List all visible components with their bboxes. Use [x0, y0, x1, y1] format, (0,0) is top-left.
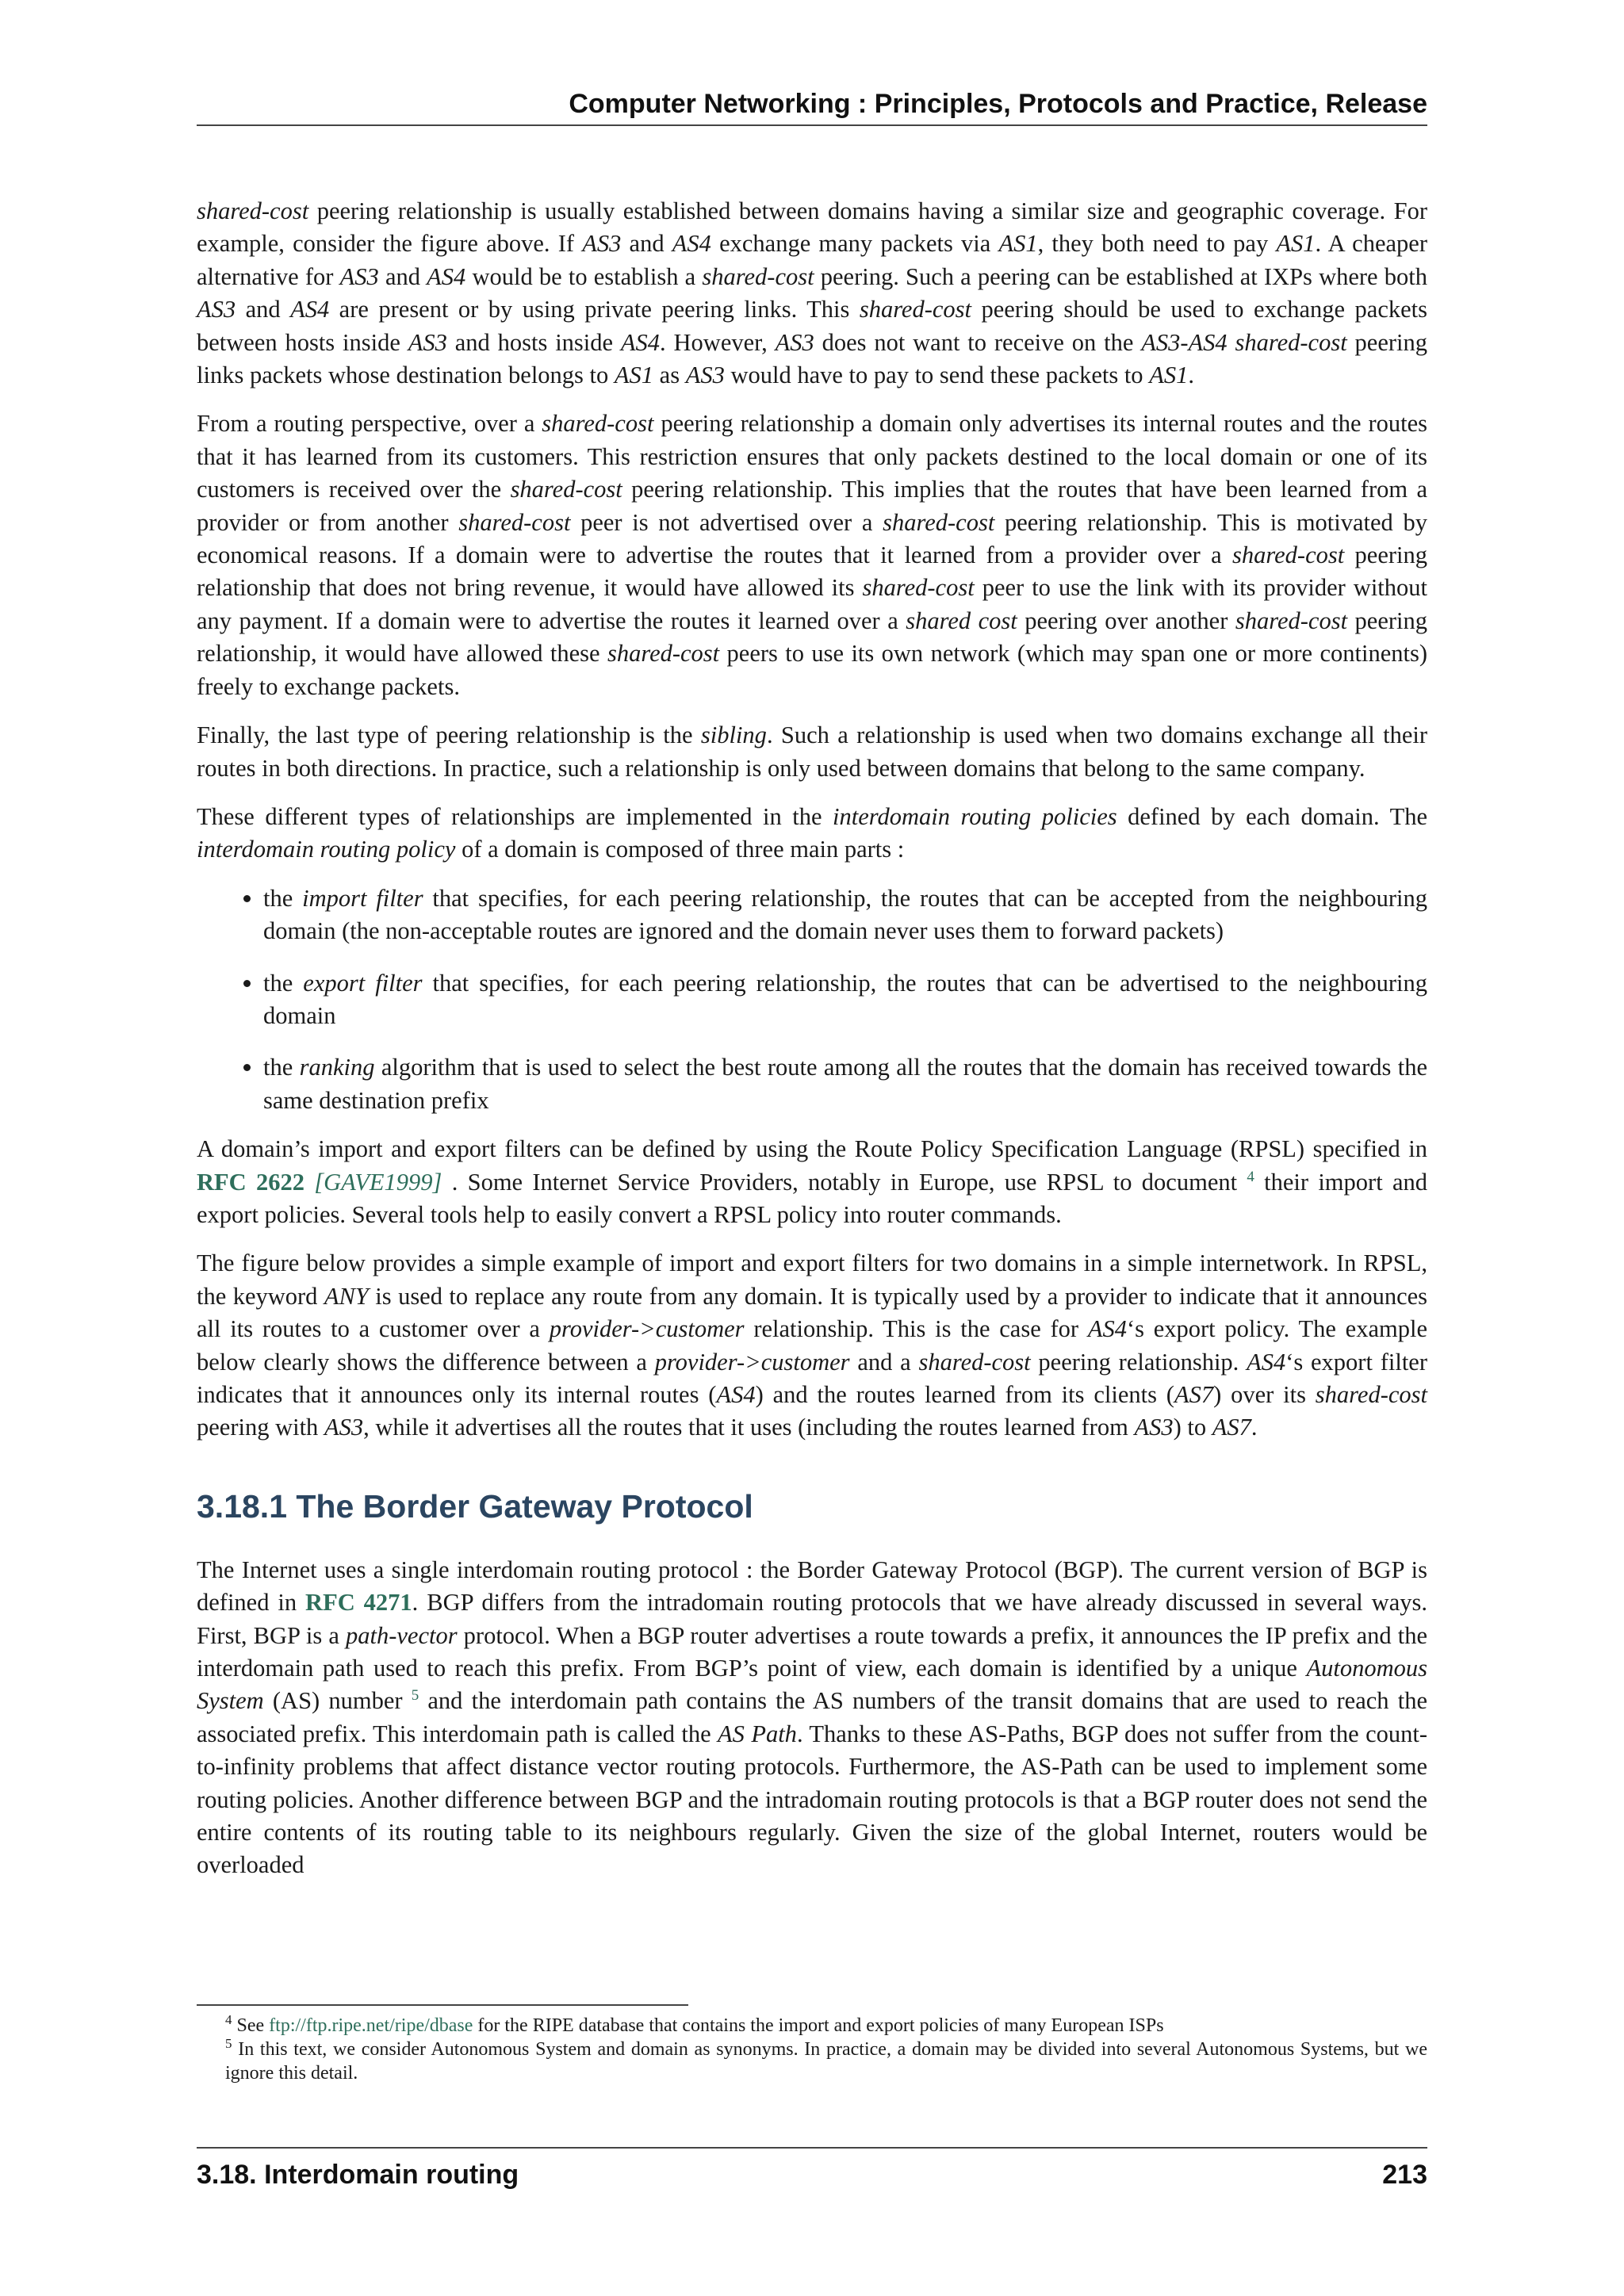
list-item-ranking: • the ranking algorithm that is used to select the best route among all the routes that the domain has received towards the same destination prefix	[263, 1051, 1427, 1117]
book-title: Computer Networking : Principles, Protocols and Practice, Release	[569, 89, 1427, 119]
running-footer	[197, 2147, 1427, 2191]
footnote-ref-4[interactable]: 4	[1247, 1168, 1254, 1185]
list-item-import-filter: • the import filter that specifies, for each peering relationship, the routes that can be accepted from the neighbouring domain (the non-acceptable routes are ignored and the domain never uses them to forward packets)	[263, 882, 1427, 948]
paragraph-routing-policies: These different types of relationships are implemented in the interdomain routing policies defined by each domain. The interdomain routing policy of a domain is composed of three main parts :	[197, 802, 1427, 863]
paragraph-shared-cost-intro: shared-cost peering relationship is usually established between domains having a similar size and geographic coverage. For example, consider the figure above. If AS3 and AS4 exchange many packets via AS1, they both need to pay AS1. A cheaper alternative for AS3 and AS4 would be to establish a shared-cost peering. Such a peering can be established at IXPs where both AS3 and AS4 are present or by using private peering links. This shared-cost peering should be used to exchange packets between hosts inside AS3 and hosts inside AS4. However, AS3 does not want to receive on the AS3-AS4 shared-cost peering links packets whose destination belongs to AS1 as AS3 would have to pay to send these packets to AS1.	[197, 197, 1428, 389]
list-item-export-filter: • the export filter that specifies, for each peering relationship, the routes that can be advertised to the neighbouring domain	[263, 967, 1427, 1033]
page-number: 213	[1382, 2160, 1427, 2190]
running-header	[197, 89, 1427, 126]
footer-section-title: 3.18. Interdomain routing	[197, 2160, 519, 2190]
paragraph-rpsl-example: The figure below provides a simple example of import and export filters for two domains in a simple internetwork. In RPSL, the keyword ANY is used to replace any route from any domain. It is typically used by a provider to indicate that it announces all its routes to a customer over a provider->customer relationship. This is the case for AS4‘s export policy. The example below clearly shows the difference between a provider->customer and a shared-cost peering relationship. AS4‘s export filter indicates that it announces only its internal routes (AS4) and the routes learned from its clients (AS7) over its shared-cost peering with AS3, while it advertises all the routes that it uses (including the routes learned from AS3) to AS7.	[197, 1249, 1428, 1441]
section-heading-bgp: 3.18.1 The Border Gateway Protocol	[197, 1487, 753, 1525]
footnote-4: $^4$ See ftp://ftp.ripe.net/ripe/dbase for the RIPE database that contains the import and export policies of many European ISPs	[225, 2012, 1164, 2036]
rfc-4271-link[interactable]: RFC 4271	[305, 1589, 412, 1617]
ripe-dbase-link[interactable]: ftp://ftp.ripe.net/ripe/dbase	[269, 2015, 473, 2036]
citation-gave1999-link[interactable]: [GAVE1999]	[314, 1168, 442, 1196]
footnote-divider	[197, 2004, 688, 2006]
footnotes	[197, 2014, 1427, 2085]
page-body	[197, 195, 1427, 1898]
policy-parts-list	[197, 882, 1427, 1117]
footnote-5: $^5$ In this text, we consider Autonomous System and domain as synonyms. In practice, a domain may be divided into several Autonomous Systems, but we ignore this detail.	[225, 2036, 1427, 2084]
paragraph-routing-perspective: From a routing perspective, over a shared-cost peering relationship a domain only advertises its internal routes and the routes that it has learned from its customers. This restriction ensures that only packets destined to the local domain or one of its customers is received over the shared-cost peering relationship. This implies that the routes that have been learned from a provider or from another shared-cost peer is not advertised over a shared-cost peering relationship. This is motivated by economical reasons. If a domain were to advertise the routes that it learned from a provider over a shared-cost peering relationship that does not bring revenue, it would have allowed its shared-cost peer to use the link with its provider without any payment. If a domain were to advertise the routes it learned over a shared cost peering over another shared-cost peering relationship, it would have allowed these shared-cost peers to use its own network (which may span one or more continents) freely to exchange packets.	[197, 410, 1427, 700]
footnote-ref-5[interactable]: 5	[411, 1687, 419, 1705]
rfc-2622-link[interactable]: RFC 2622	[197, 1168, 304, 1196]
paragraph-sibling: Finally, the last type of peering relationship is the sibling. Such a relationship is used when two domains exchange all their routes in both directions. In practice, such a relationship is only used between domains that belong to the same company.	[197, 721, 1427, 782]
paragraph-bgp-intro: The Internet uses a single interdomain routing protocol : the Border Gateway Protocol (BGP). The current version of BGP is defined in RFC 4271. BGP differs from the intradomain routing protocols that we have already discussed in several ways. First, BGP is a path-vector protocol. When a BGP router advertises a route towards a prefix, it announces the IP prefix and the interdomain path used to reach this prefix. From BGP’s point of view, each domain is identified by a unique Autonomous System (AS) number $^5$ and the interdomain path contains the AS numbers of the transit domains that are used to reach the associated prefix. This interdomain path is called the AS Path. Thanks to these AS-Paths, BGP does not suffer from the count-to-infinity problems that affect distance vector routing protocols. Furthermore, the AS-Path can be used to implement some routing policies. Another difference between BGP and the intradomain routing protocols is that a BGP router does not send the entire contents of its routing table to its neighbours regularly. Given the size of the global Internet, routers would be overloaded	[197, 1556, 1427, 1879]
paragraph-rpsl: A domain’s import and export filters can be defined by using the Route Policy Specification Language (RPSL) specified in RFC 2622 [GAVE1999] . Some Internet Service Providers, notably in Europe, use RPSL to document $^4$ their import and export policies. Several tools help to easily convert a RPSL policy into router commands.	[197, 1135, 1427, 1228]
